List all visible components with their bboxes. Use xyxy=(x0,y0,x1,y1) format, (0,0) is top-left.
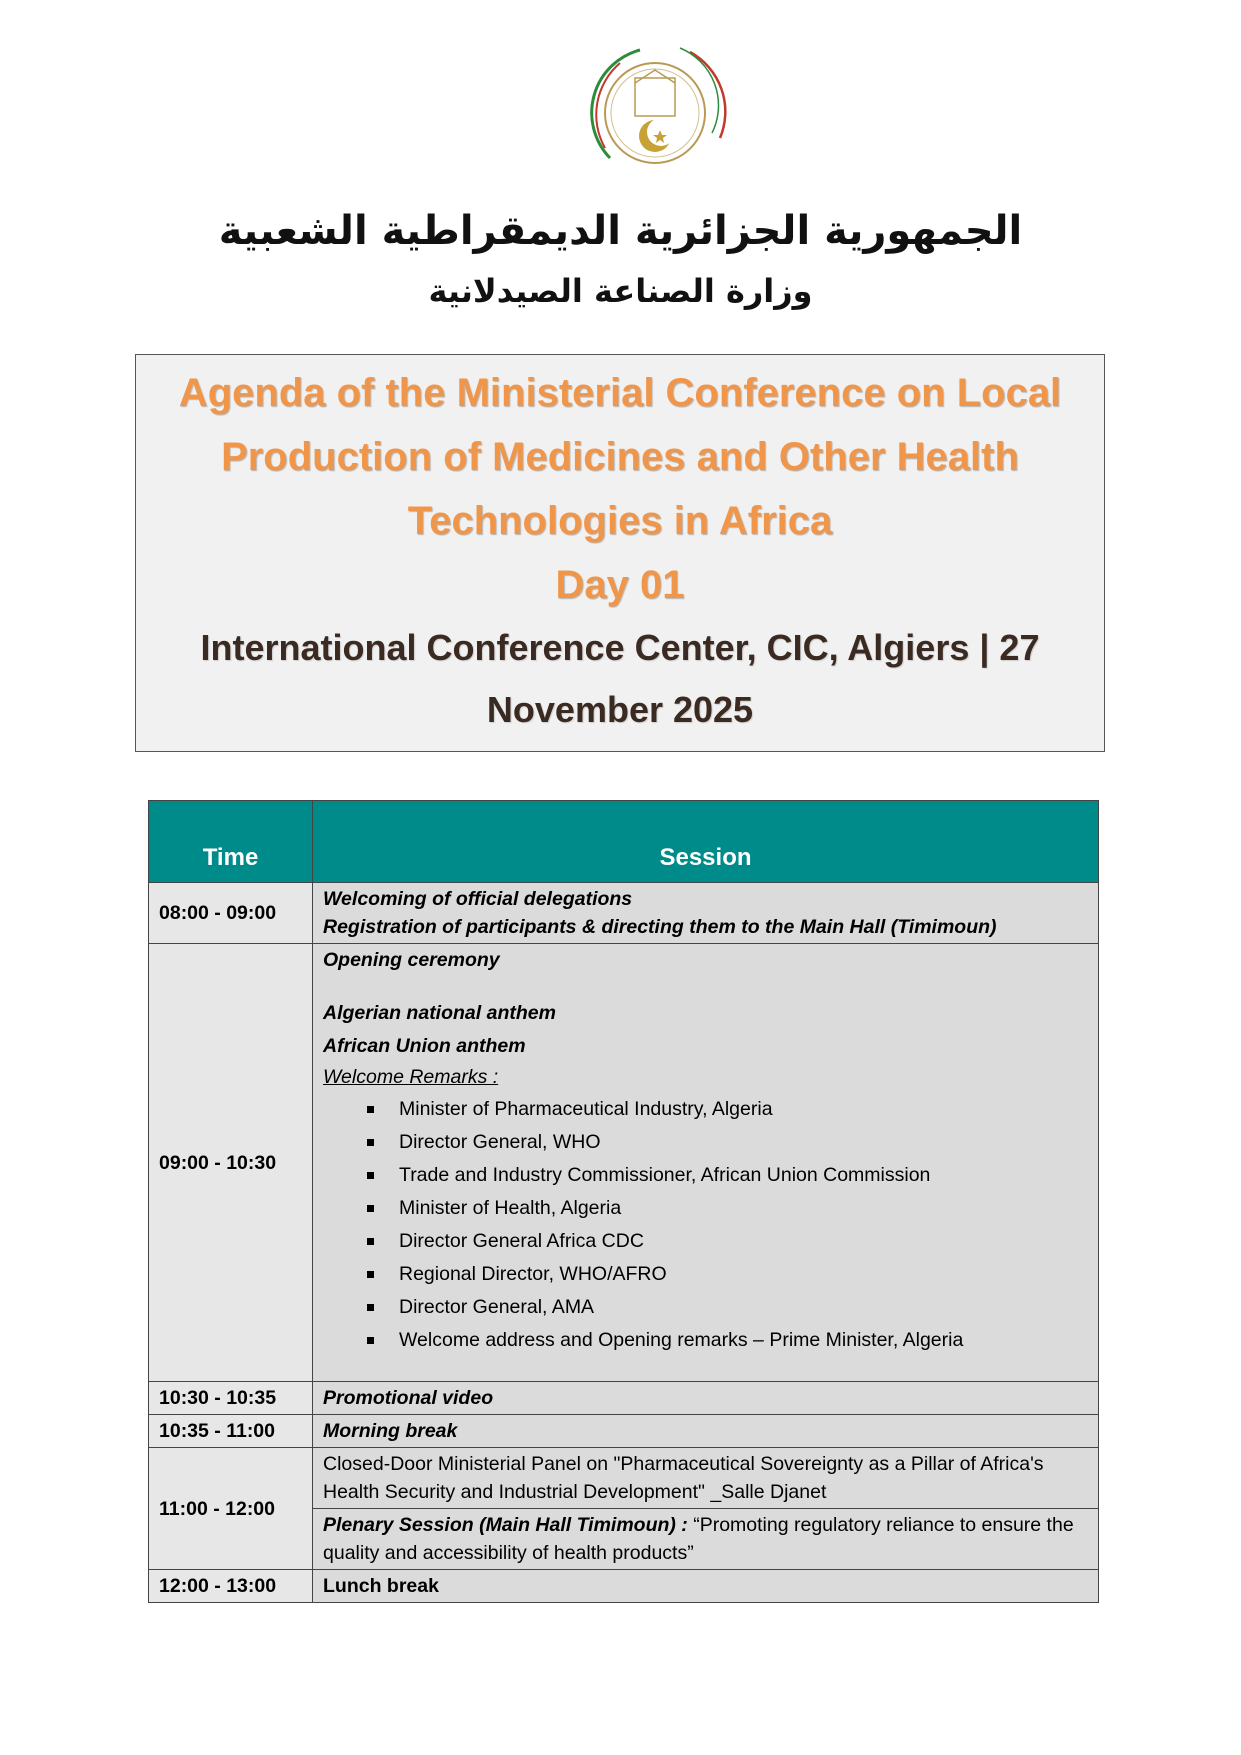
venue-line-1: International Conference Center, CIC, Algiers | 27 xyxy=(200,627,1040,668)
list-item: Minister of Health, Algeria xyxy=(367,1192,1088,1225)
table-row xyxy=(149,1570,1099,1603)
time-cell: 12:00 - 13:00 xyxy=(149,1570,313,1603)
time-cell: 09:00 - 10:30 xyxy=(149,944,313,1382)
time-cell: 10:35 - 11:00 xyxy=(149,1415,313,1448)
table-row xyxy=(149,944,1099,1382)
table-row xyxy=(149,1415,1099,1448)
session-cell: Morning break xyxy=(313,1415,1099,1448)
plenary-text: “Promoting regulatory reliance to ensure the quality and accessibility of health products” xyxy=(323,1514,1074,1564)
table-row xyxy=(149,883,1099,944)
session-cell: Promotional video xyxy=(313,1382,1099,1415)
session-cell xyxy=(313,944,1099,1382)
time-column-header: Time xyxy=(149,801,313,883)
plenary-session-cell xyxy=(313,1509,1099,1570)
plenary-label: Plenary Session (Main Hall Timimoun) : xyxy=(323,1514,688,1536)
list-item: Director General, WHO xyxy=(367,1126,1088,1159)
welcome-remarks-label: Welcome Remarks : xyxy=(323,1066,499,1088)
agenda-title-box xyxy=(135,354,1105,752)
list-item: Regional Director, WHO/AFRO xyxy=(367,1258,1088,1291)
session-line: Registration of participants & directing them to the Main Hall (Timimoun) xyxy=(323,916,997,938)
session-column-header: Session xyxy=(313,801,1099,883)
table-row xyxy=(149,1382,1099,1415)
venue-line-2: November 2025 xyxy=(486,689,754,730)
time-cell: 08:00 - 09:00 xyxy=(149,883,313,944)
list-item: Director General, AMA xyxy=(367,1291,1088,1324)
speaker-list xyxy=(323,1093,1088,1357)
time-cell: 10:30 - 10:35 xyxy=(149,1382,313,1415)
ministry-seal-icon xyxy=(580,38,730,188)
republic-name-arabic: الجمهورية الجزائرية الديمقراطية الشعبية xyxy=(218,208,1023,254)
list-item: Trade and Industry Commissioner, African Union Commission xyxy=(367,1159,1088,1192)
time-cell: 11:00 - 12:00 xyxy=(149,1448,313,1570)
table-header-row xyxy=(149,801,1099,883)
list-item: Welcome address and Opening remarks – Prime Minister, Algeria xyxy=(367,1324,1088,1357)
ministry-name-arabic: وزارة الصناعة الصيدلانية xyxy=(428,272,813,310)
session-cell xyxy=(313,883,1099,944)
title-line-2: Production of Medicines and Other Health xyxy=(221,435,1019,479)
opening-ceremony-label: Opening ceremony xyxy=(323,949,500,971)
list-item: Minister of Pharmaceutical Industry, Algeria xyxy=(367,1093,1088,1126)
anthem-line: African Union anthem xyxy=(323,1035,526,1057)
title-line-3: Technologies in Africa xyxy=(407,499,833,543)
agenda-table xyxy=(148,800,1099,1603)
session-cell: Lunch break xyxy=(313,1570,1099,1603)
title-line-1: Agenda of the Ministerial Conference on Local xyxy=(178,371,1062,415)
day-label: Day 01 xyxy=(555,563,685,607)
anthem-line: Algerian national anthem xyxy=(323,1002,556,1024)
list-item: Director General Africa CDC xyxy=(367,1225,1088,1258)
table-row xyxy=(149,1448,1099,1509)
session-line: Welcoming of official delegations xyxy=(323,888,633,910)
ministerial-panel-cell: Closed-Door Ministerial Panel on "Pharmaceutical Sovereignty as a Pillar of Africa's Health Security and Industrial Development" _Salle Djanet xyxy=(313,1448,1099,1509)
